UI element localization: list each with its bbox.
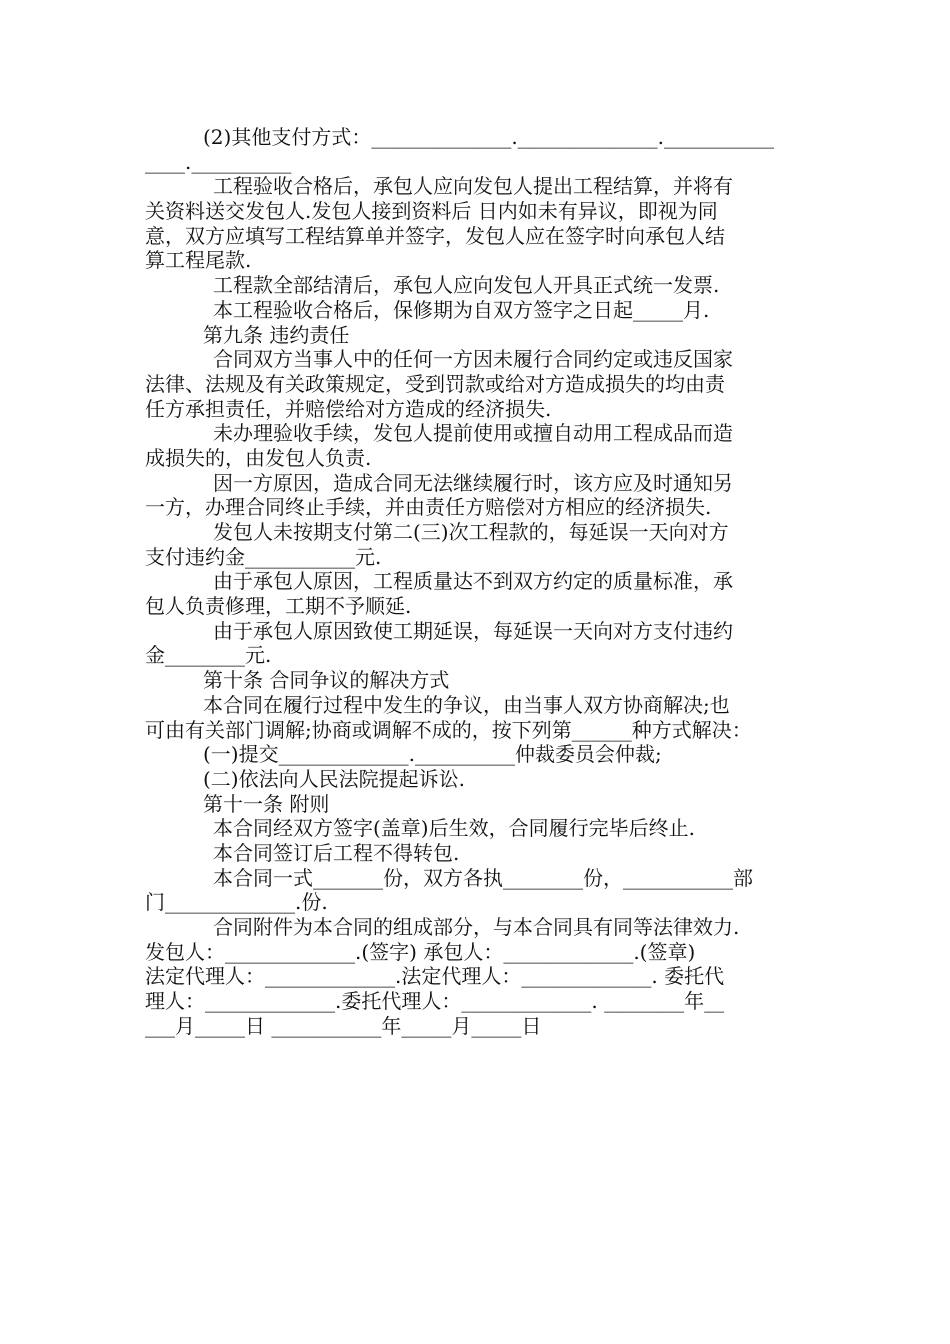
text-line: 由于承包人原因，工程质量达不到双方约定的质量标准，承 — [213, 569, 733, 594]
text-line: 本合同在履行过程中发生的争议，由当事人双方协商解决;也 — [203, 692, 730, 717]
contract-text — [145, 125, 810, 1038]
text-line: 工程款全部结清后，承包人应向发包人开具正式统一发票. — [213, 273, 720, 298]
text-line: 第九条 违约责任 — [203, 322, 350, 347]
text-line: (2)其他支付方式：______________.______________.___________ — [203, 125, 775, 149]
text-line: 法定代理人：_____________.法定代理人：_____________. 委托代 — [145, 964, 725, 989]
text-line: 发包人未按期支付第二(三)次工程款的，每延误一天向对方 — [213, 520, 729, 544]
text-line: 未办理验收手续，发包人提前使用或擅自动用工程成品而造 — [213, 421, 733, 446]
text-line: 关资料送交发包人.发包人接到资料后 日内如未有异议，即视为同 — [145, 199, 718, 224]
text-line: 意，双方应填写工程结算单并签字，发包人应在签字时向承包人结 — [145, 223, 725, 248]
text-line: 门_____________.份. — [145, 890, 328, 915]
text-line: 本合同经双方签字(盖章)后生效，合同履行完毕后终止. — [213, 816, 695, 841]
text-line: 可由有关部门调解;协商或调解不成的，按下列第______种方式解决： — [145, 717, 752, 742]
text-line: 本合同签订后工程不得转包. — [213, 840, 460, 865]
text-line: ____.__________ — [145, 149, 292, 174]
text-line: 由于承包人原因致使工期延误，每延误一天向对方支付违约 — [213, 618, 733, 643]
text-line: 合同附件为本合同的组成部分，与本合同具有同等法律效力. — [213, 915, 740, 939]
text-line: 第十条 合同争议的解决方式 — [203, 668, 450, 693]
text-line: 法律、法规及有关政策规定，受到罚款或给对方造成损失的均由责 — [145, 371, 725, 396]
text-line: 合同双方当事人中的任何一方因未履行合同约定或违反国家 — [213, 347, 733, 372]
text-line: 发包人：_____________.(签字) 承包人：_____________.(签章) — [145, 939, 696, 964]
text-line: 工程验收合格后，承包人应向发包人提出工程结算，并将有 — [213, 174, 733, 199]
text-line: 包人负责修理，工期不予顺延. — [145, 594, 412, 619]
text-line: 因一方原因，造成合同无法继续履行时，该方应及时通知另 — [213, 470, 733, 495]
text-line: 一方，办理合同终止手续，并由责任方赔偿对方相应的经济损失. — [145, 495, 712, 520]
text-line: (一)提交_____________.__________仲裁委员会仲裁; — [203, 742, 662, 767]
text-line: 第十一条 附则 — [203, 791, 330, 816]
text-line: 本合同一式_______份，双方各执________份，___________部 — [213, 865, 753, 890]
text-line: 理人：_____________.委托代理人：_____________. ________年__ — [145, 989, 725, 1014]
text-line: 金________元. — [145, 643, 272, 668]
text-line: ___月_____日 ___________年_____月_____日 — [145, 1013, 542, 1038]
text-line: (二)依法向人民法院提起诉讼. — [203, 766, 465, 791]
text-line: 成损失的，由发包人负责. — [145, 445, 372, 470]
text-line: 任方承担责任，并赔偿给对方造成的经济损失. — [145, 396, 552, 421]
text-line: 本工程验收合格后，保修期为自双方签字之日起_____月. — [213, 297, 710, 322]
text-line: 算工程尾款. — [145, 248, 252, 273]
text-line: 支付违约金___________元. — [145, 544, 382, 569]
